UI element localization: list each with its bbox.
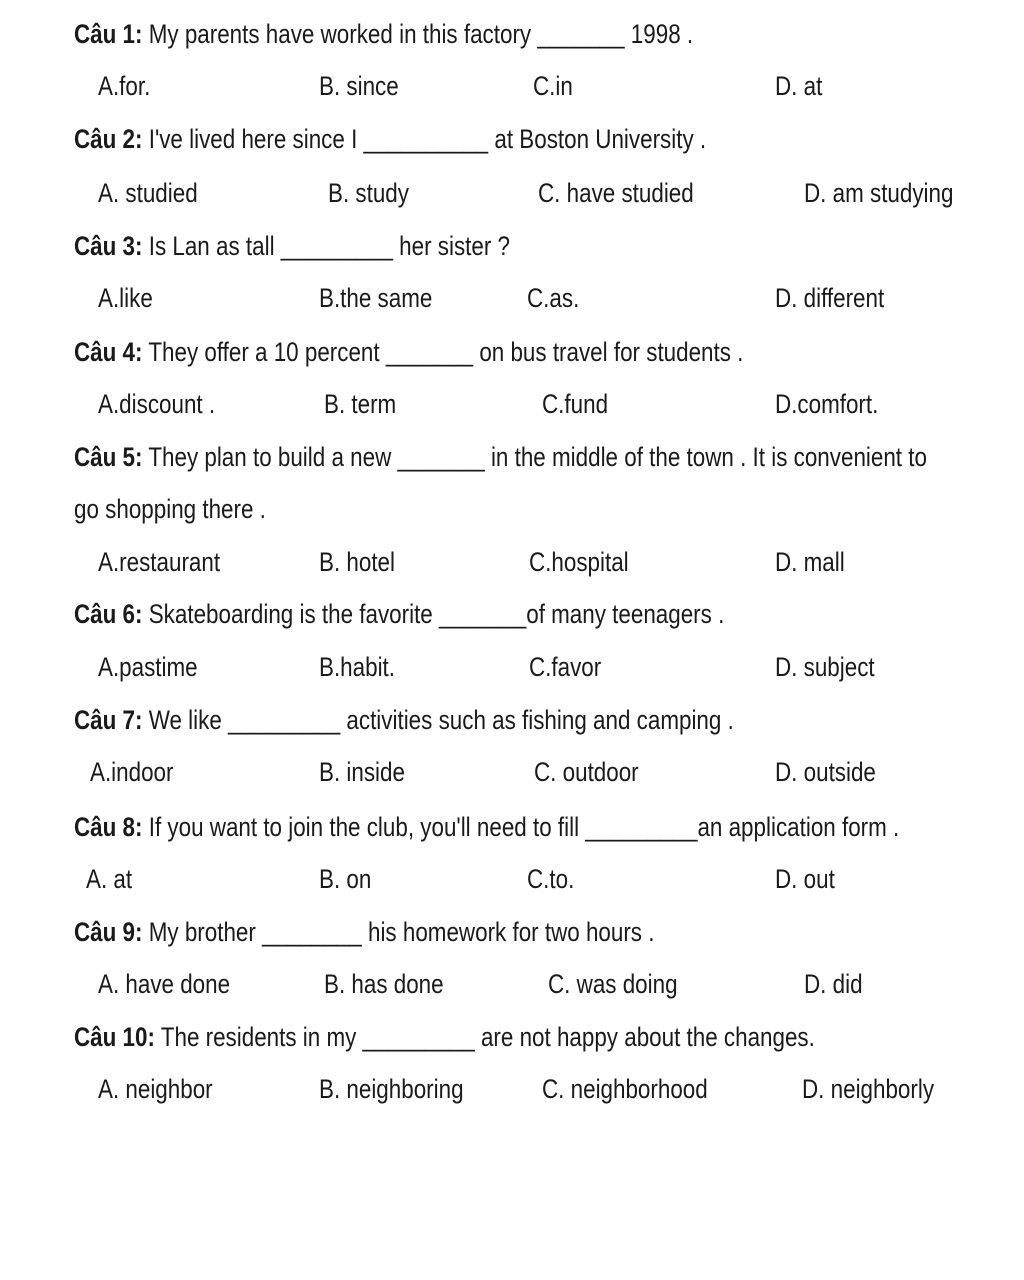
question-1: [0, 14, 1024, 54]
question-5-options: [0, 542, 1024, 582]
question-9-option-c[interactable]: C. was doing: [548, 969, 678, 999]
question-10-options: [0, 1069, 1024, 1109]
question-3-option-b[interactable]: B.the same: [319, 283, 433, 313]
question-4-option-d[interactable]: D.comfort.: [775, 389, 879, 419]
question-2-option-b[interactable]: B. study: [328, 178, 409, 208]
question-7-option-a[interactable]: A.indoor: [90, 757, 174, 787]
question-4-text: They offer a 10 percent _______ on bus travel for students .: [142, 337, 744, 367]
question-9: [0, 912, 1024, 952]
question-5-option-c[interactable]: C.hospital: [529, 547, 629, 577]
question-5-continuation: [0, 489, 1024, 529]
question-2-text: I've lived here since I __________ at Boston University .: [142, 124, 707, 154]
question-4-stem: [74, 332, 743, 372]
question-6-options: [0, 647, 1024, 687]
question-4-option-c[interactable]: C.fund: [542, 389, 609, 419]
question-2-options: [0, 173, 1024, 213]
question-9-option-a[interactable]: A. have done: [98, 969, 231, 999]
question-2: [0, 119, 1024, 159]
question-9-option-d[interactable]: D. did: [804, 969, 863, 999]
question-1-option-b[interactable]: B. since: [319, 71, 399, 101]
question-2-option-d[interactable]: D. am studying: [804, 178, 954, 208]
question-7-option-d[interactable]: D. outside: [775, 757, 876, 787]
question-7-text: We like _________ activities such as fishing and camping .: [142, 705, 734, 735]
question-7: [0, 700, 1024, 740]
question-1-option-c[interactable]: C.in: [533, 71, 573, 101]
question-8-text: If you want to join the club, you'll need to fill _________an application form .: [142, 812, 900, 842]
question-7-options: [0, 752, 1024, 792]
question-5-option-d[interactable]: D. mall: [775, 547, 845, 577]
question-10-text: The residents in my _________ are not happy about the changes.: [154, 1022, 815, 1052]
question-4: [0, 332, 1024, 372]
question-1-option-d[interactable]: D. at: [775, 71, 823, 101]
question-6-option-d[interactable]: D. subject: [775, 652, 875, 682]
question-4-option-b[interactable]: B. term: [324, 389, 397, 419]
question-8-option-b[interactable]: B. on: [319, 864, 372, 894]
question-10-stem: [74, 1017, 815, 1057]
question-8-options: [0, 859, 1024, 899]
question-8-option-c[interactable]: C.to.: [527, 864, 575, 894]
question-5-text: They plan to build a new _______ in the middle of the town . It is convenient to: [142, 442, 927, 472]
question-8-stem: [74, 807, 899, 847]
question-6-option-c[interactable]: C.favor: [529, 652, 602, 682]
question-6-option-a[interactable]: A.pastime: [98, 652, 198, 682]
question-1-text: My parents have worked in this factory _______ 1998 .: [142, 19, 694, 49]
question-5-stem: [74, 437, 927, 477]
question-7-option-c[interactable]: C. outdoor: [534, 757, 639, 787]
question-10: [0, 1017, 1024, 1057]
question-3: [0, 226, 1024, 266]
question-6-option-b[interactable]: B.habit.: [319, 652, 395, 682]
question-9-text: My brother ________ his homework for two hours .: [142, 917, 655, 947]
question-8-label: Câu 8:: [74, 812, 143, 842]
question-3-label: Câu 3:: [74, 231, 143, 261]
question-4-label: Câu 4:: [74, 337, 143, 367]
question-9-stem: [74, 912, 654, 952]
question-3-option-d[interactable]: D. different: [775, 283, 885, 313]
question-9-option-b[interactable]: B. has done: [324, 969, 444, 999]
question-6-text: Skateboarding is the favorite _______of many teenagers .: [142, 599, 725, 629]
question-5-option-b[interactable]: B. hotel: [319, 547, 395, 577]
question-8-option-a[interactable]: A. at: [86, 864, 133, 894]
question-2-label: Câu 2:: [74, 124, 143, 154]
question-8-option-d[interactable]: D. out: [775, 864, 835, 894]
question-5-text-line-2: go shopping there .: [74, 494, 266, 524]
question-2-option-c[interactable]: C. have studied: [538, 178, 694, 208]
question-1-options: [0, 66, 1024, 106]
question-3-stem: [74, 226, 510, 266]
question-6-label: Câu 6:: [74, 599, 143, 629]
question-5-option-a[interactable]: A.restaurant: [98, 547, 221, 577]
question-5-label: Câu 5:: [74, 442, 143, 472]
question-3-options: [0, 278, 1024, 318]
question-3-text: Is Lan as tall _________ her sister ?: [142, 231, 511, 261]
question-9-options: [0, 964, 1024, 1004]
question-3-option-c[interactable]: C.as.: [527, 283, 580, 313]
question-6-stem: [74, 594, 724, 634]
question-6: [0, 594, 1024, 634]
question-7-label: Câu 7:: [74, 705, 143, 735]
question-1-option-a[interactable]: A.for.: [98, 71, 151, 101]
question-10-option-a[interactable]: A. neighbor: [98, 1074, 213, 1104]
question-4-options: [0, 384, 1024, 424]
question-4-option-a[interactable]: A.discount .: [98, 389, 216, 419]
question-10-option-b[interactable]: B. neighboring: [319, 1074, 464, 1104]
question-2-stem: [74, 119, 706, 159]
question-2-option-a[interactable]: A. studied: [98, 178, 198, 208]
question-8: [0, 807, 1024, 847]
question-1-label: Câu 1:: [74, 19, 143, 49]
question-3-option-a[interactable]: A.like: [98, 283, 153, 313]
question-9-label: Câu 9:: [74, 917, 143, 947]
question-10-label: Câu 10:: [74, 1022, 155, 1052]
question-7-option-b[interactable]: B. inside: [319, 757, 405, 787]
question-5: [0, 437, 1024, 477]
question-10-option-d[interactable]: D. neighborly: [802, 1074, 935, 1104]
question-7-stem: [74, 700, 734, 740]
question-10-option-c[interactable]: C. neighborhood: [542, 1074, 708, 1104]
question-1-stem: [74, 14, 693, 54]
